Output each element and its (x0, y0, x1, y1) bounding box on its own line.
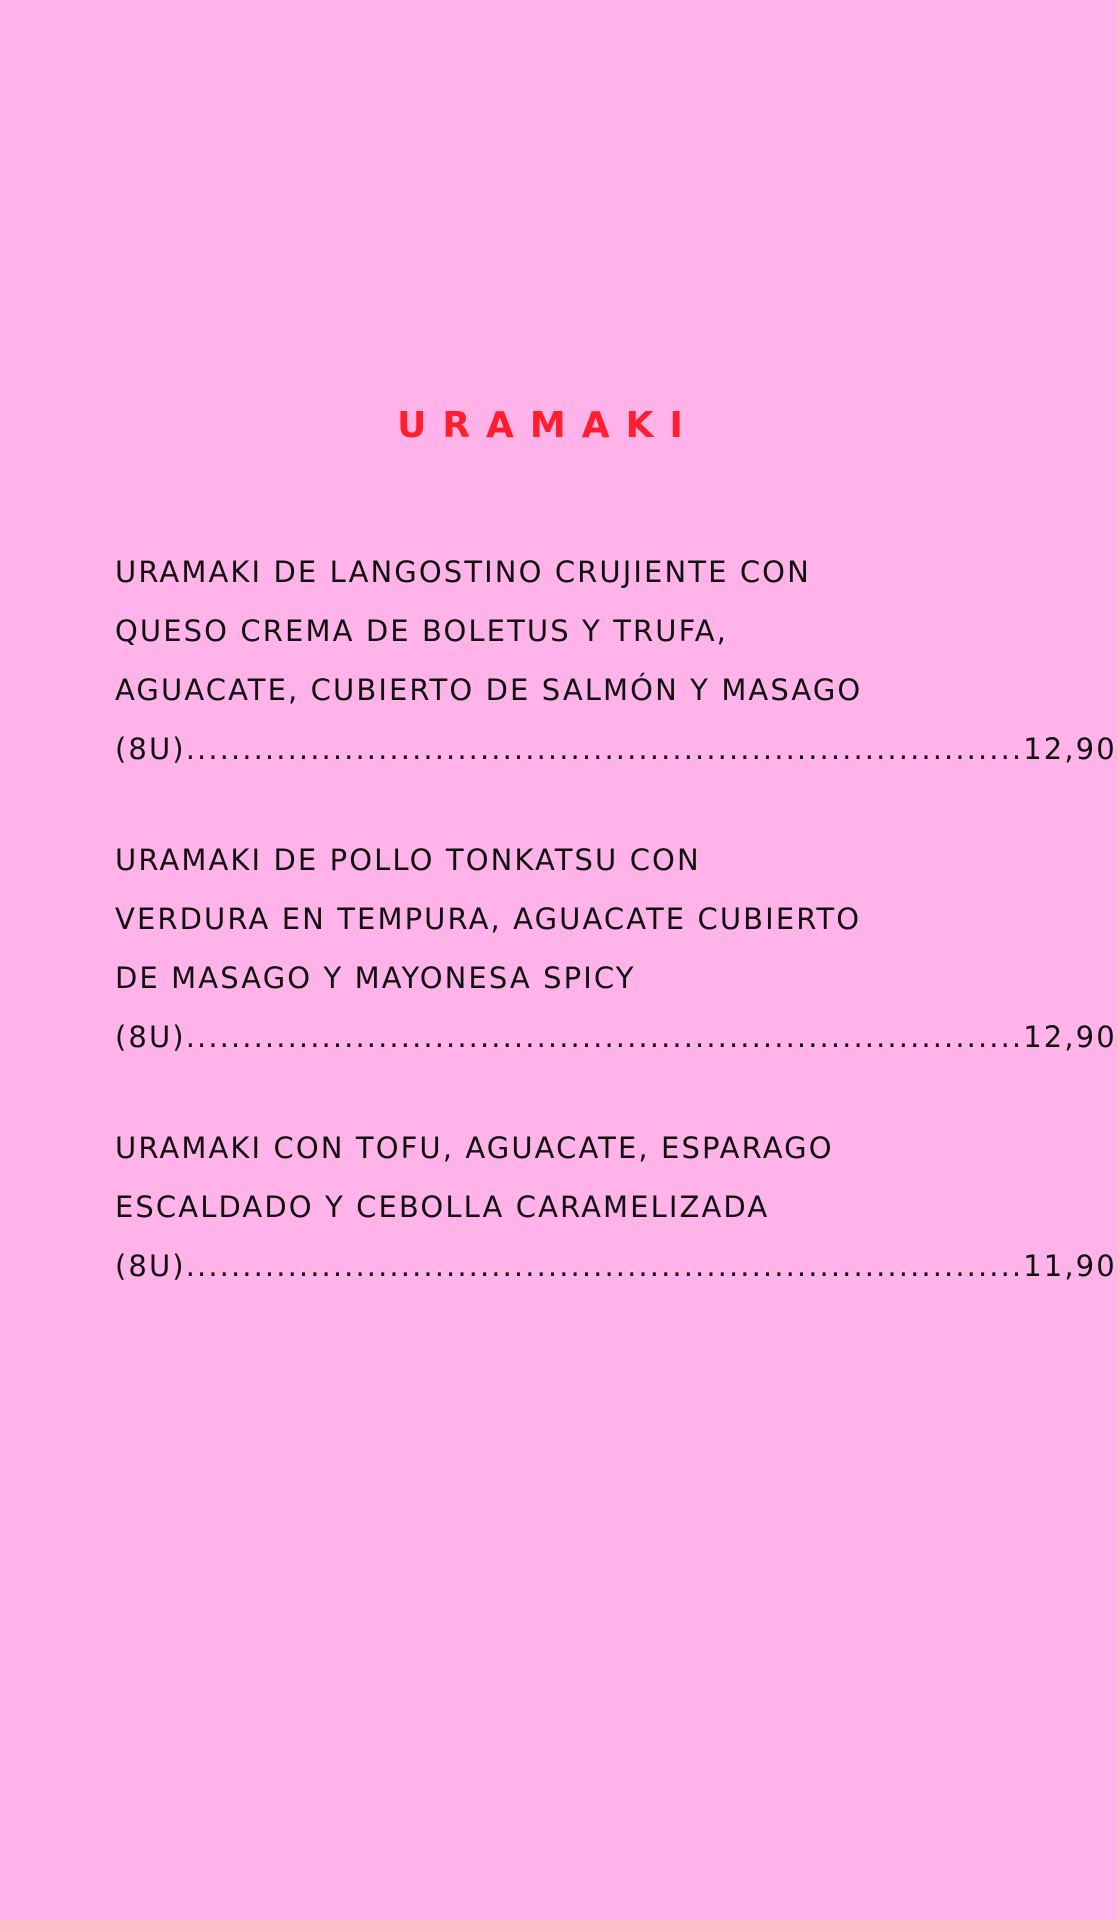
item-3-price-line: (8U)..........................................................................11,90 (115, 1249, 1117, 1283)
menu-title: URAMAKI (397, 405, 699, 446)
item-1-description-line-2: QUESO CREMA DE BOLETUS Y TRUFA, (115, 614, 728, 648)
item-2-description-line-3: DE MASAGO Y MAYONESA SPICY (115, 961, 636, 995)
menu-item-1 (115, 543, 1117, 779)
item-3-description-line-1: URAMAKI CON TOFU, AGUACATE, ESPARAGO (115, 1131, 834, 1165)
item-2-description-line-2: VERDURA EN TEMPURA, AGUACATE CUBIERTO (115, 902, 862, 936)
item-1-description-line-1: URAMAKI DE LANGOSTINO CRUJIENTE CON (115, 555, 811, 589)
menu-item-2 (115, 831, 1117, 1067)
item-2-description-line-1: URAMAKI DE POLLO TONKATSU CON (115, 843, 701, 877)
item-2-price-line: (8U)..........................................................................12,90 (115, 1020, 1117, 1054)
item-3-description-line-2: ESCALDADO Y CEBOLLA CARAMELIZADA (115, 1190, 770, 1224)
item-1-description-line-3: AGUACATE, CUBIERTO DE SALMÓN Y MASAGO (115, 673, 863, 707)
menu-list (115, 543, 1117, 1348)
item-1-price-line: (8U)..........................................................................12,90 (115, 732, 1117, 766)
menu-item-3 (115, 1119, 1117, 1296)
